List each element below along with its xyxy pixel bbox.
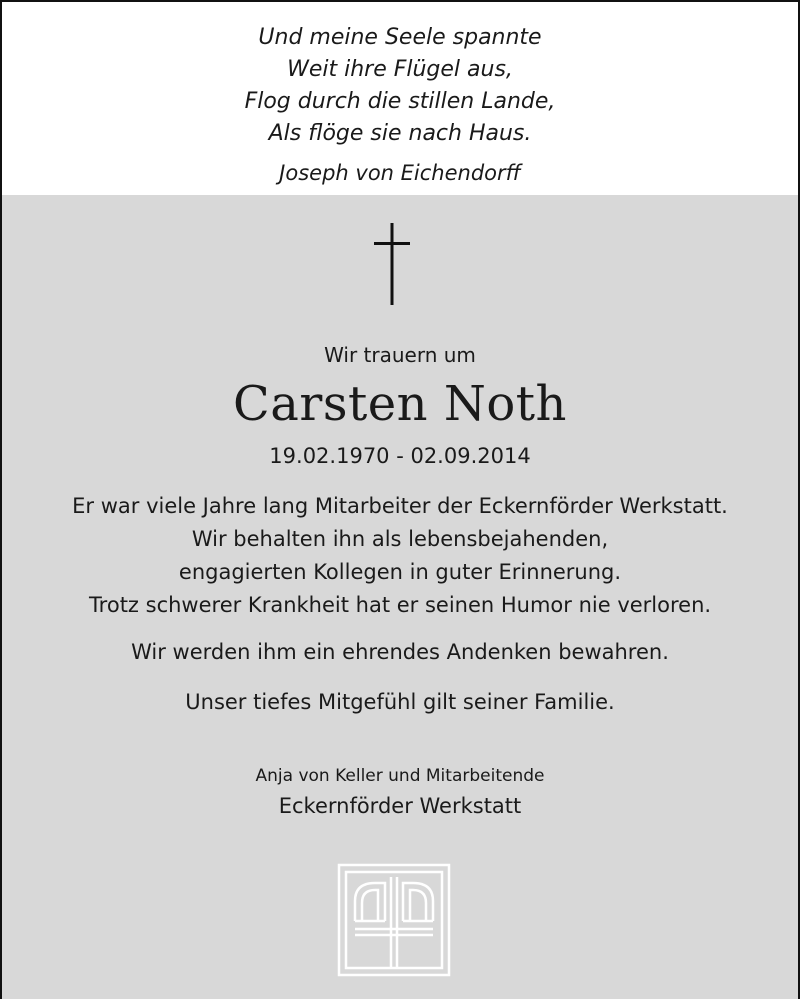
- poem-line: Weit ihre Flügel aus,: [287, 57, 513, 82]
- condolence-line: Unser tiefes Mitgefühl gilt seiner Familie.: [185, 690, 615, 714]
- poem-author: Joseph von Eichendorff: [279, 161, 521, 185]
- mourning-intro: Wir trauern um: [324, 343, 476, 367]
- poem-line: Als flöge sie nach Haus.: [268, 121, 532, 146]
- tribute-line: Trotz schwerer Krankheit hat er seinen Humor nie verloren.: [88, 593, 712, 617]
- tribute-line: engagierten Kollegen in guter Erinnerung.: [178, 560, 622, 584]
- memory-line: Wir werden ihm ein ehrendes Andenken bewahren.: [131, 640, 669, 664]
- signature-organization: Eckernförder Werkstatt: [278, 794, 522, 818]
- tribute-line: Wir behalten ihn als lebensbejahenden,: [191, 527, 609, 551]
- poem-line: Flog durch die stillen Lande,: [244, 89, 556, 114]
- tribute-text: [2, 490, 798, 622]
- deceased-name: Carsten Noth: [233, 376, 567, 432]
- diakonie-logo-icon: [337, 863, 451, 977]
- poem-section: [2, 2, 798, 195]
- obituary-main: [2, 195, 798, 999]
- poem-line: Und meine Seele spannte: [258, 25, 542, 50]
- cross-icon: [372, 223, 412, 305]
- life-dates: 19.02.1970 - 02.09.2014: [269, 444, 531, 468]
- poem-text: [2, 22, 798, 150]
- tribute-line: Er war viele Jahre lang Mitarbeiter der Eckernförder Werkstatt.: [72, 494, 728, 518]
- signature-people: Anja von Keller und Mitarbeitende: [255, 766, 545, 786]
